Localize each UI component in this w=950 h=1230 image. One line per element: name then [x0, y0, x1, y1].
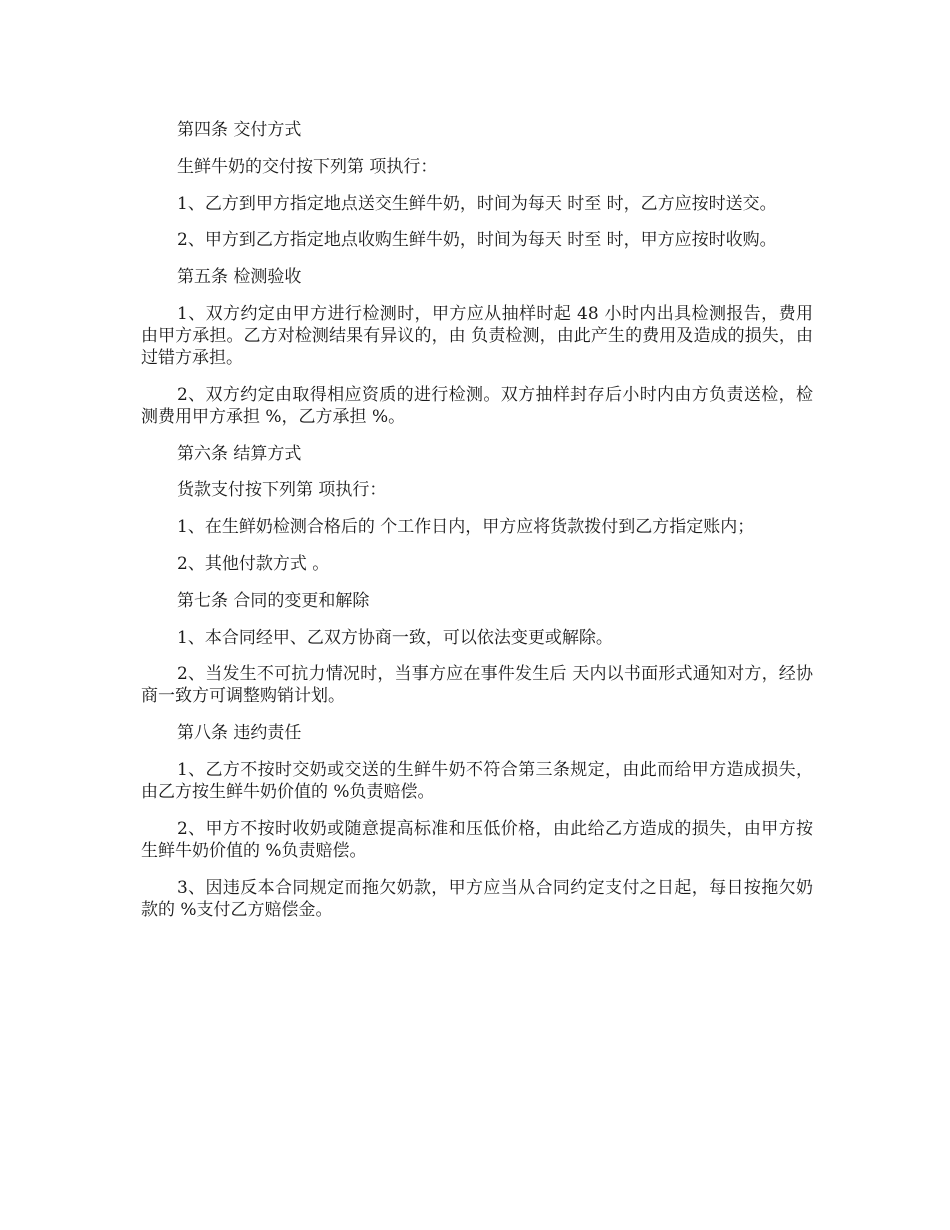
paragraph: 1、在生鲜奶检测合格后的 个工作日内，甲方应将货款拨付到乙方指定账内；: [177, 517, 755, 538]
paragraph: 生鲜牛奶的交付按下列第 项执行：: [177, 156, 438, 177]
paragraph: 3、因违反本合同规定而拖欠奶款，甲方应当从合同约定支付之日起，每日按拖欠奶款的 %支付乙方赔偿金。: [141, 877, 813, 920]
article-4-heading: 第四条 交付方式: [177, 120, 302, 140]
article-5-heading: 第五条 检测验收: [177, 267, 302, 288]
paragraph: 1、双方约定由甲方进行检测时，甲方应从抽样时起 48 小时内出具检测报告，费用由甲方承担。乙方对检测结果有异议的，由 负责检测，由此产生的费用及造成的损失，由过错方承担。: [141, 303, 813, 368]
paragraph: 2、甲方到乙方指定地点收购生鲜牛奶，时间为每天 时至 时，甲方应按时收购。: [177, 230, 777, 251]
paragraph: 2、当发生不可抗力情况时，当事方应在事件发生后 天内以书面形式通知对方，经协商一致方可调整购销计划。: [141, 664, 813, 707]
paragraph: 1、乙方不按时交奶或交送的生鲜牛奶不符合第三条规定，由此而给甲方造成损失，由乙方按生鲜牛奶价值的 %负责赔偿。: [141, 759, 813, 802]
paragraph: 1、乙方到甲方指定地点送交生鲜牛奶，时间为每天 时至 时，乙方应按时送交。: [177, 193, 777, 214]
article-8-heading: 第八条 违约责任: [177, 723, 302, 744]
paragraph: 2、其他付款方式 。: [177, 553, 330, 574]
document-body: [141, 119, 813, 935]
article-7-heading: 第七条 合同的变更和解除: [177, 590, 370, 611]
paragraph: 1、本合同经甲、乙双方协商一致，可以依法变更或解除。: [177, 627, 613, 648]
paragraph: 2、甲方不按时收奶或随意提高标准和压低价格，由此给乙方造成的损失，由甲方按生鲜牛奶价值的 %负责赔偿。: [141, 818, 813, 861]
paragraph: 2、双方约定由取得相应资质的进行检测。双方抽样封存后小时内由方负责送检，检测费用甲方承担 %，乙方承担 %。: [141, 384, 813, 427]
article-6-heading: 第六条 结算方式: [177, 443, 302, 464]
paragraph: 货款支付按下列第 项执行：: [177, 480, 387, 501]
